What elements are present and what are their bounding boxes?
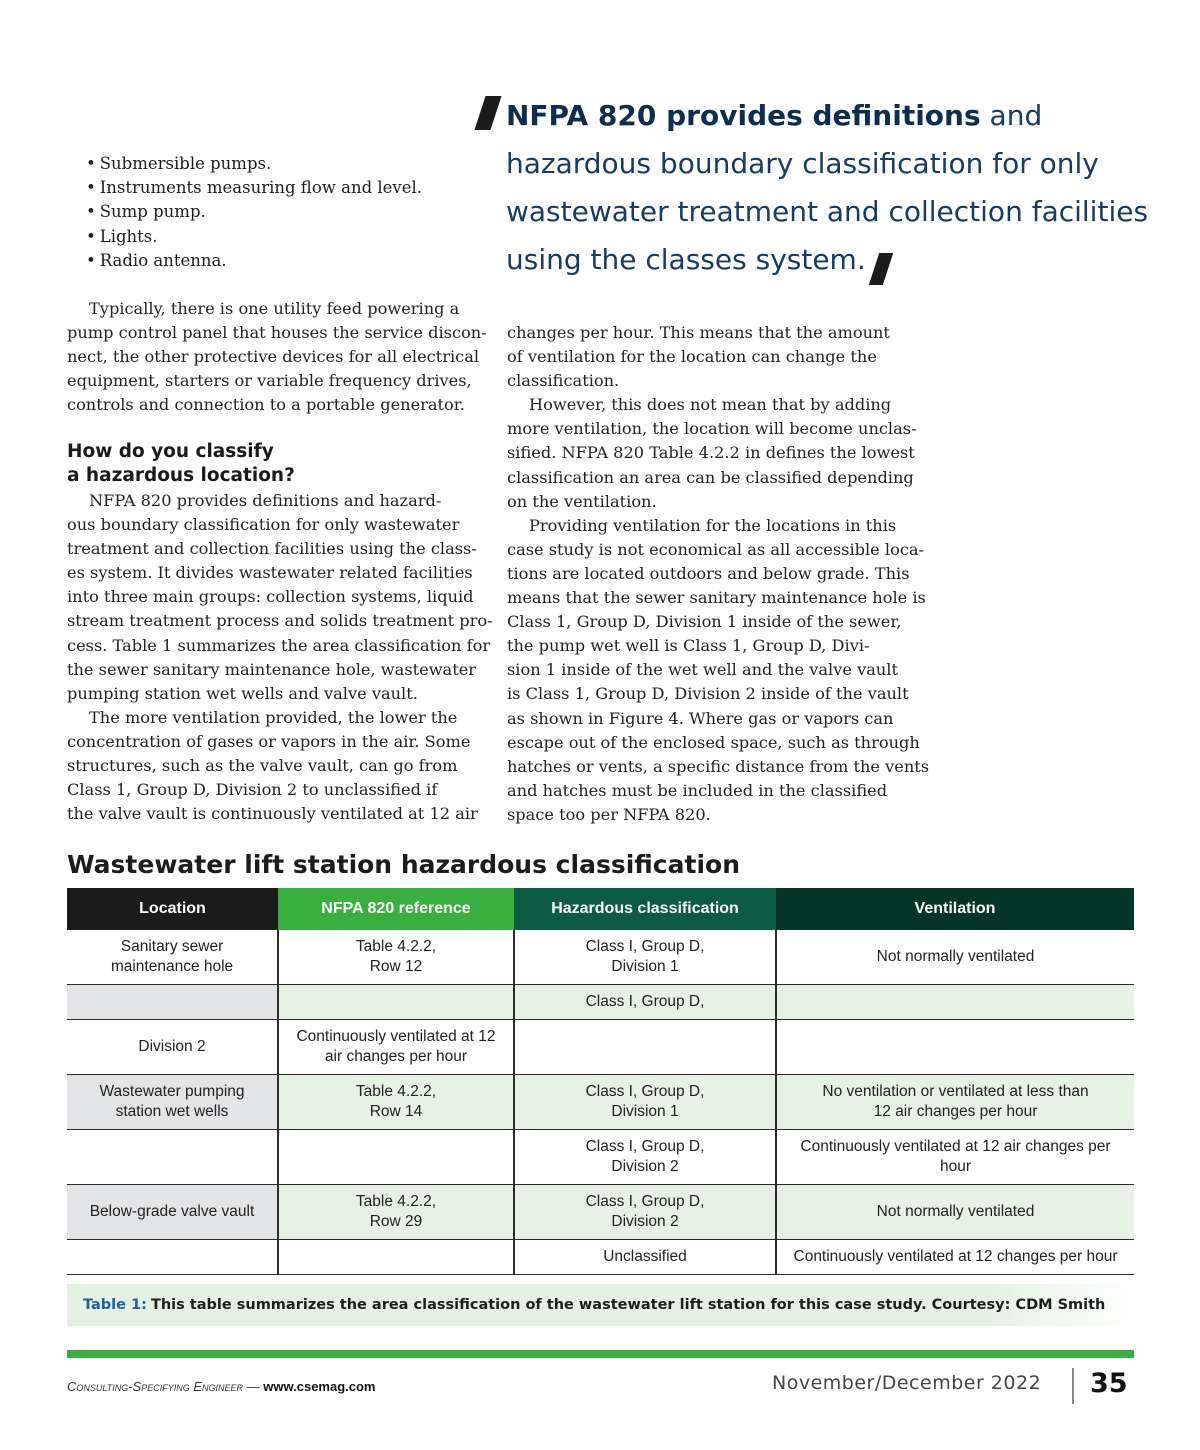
classification-table (67, 888, 1134, 1275)
text-line: more ventilation, the location will become unclas- (507, 419, 917, 439)
cell-reference (278, 1020, 514, 1075)
cell-line: Division 2 (611, 1213, 679, 1230)
pull-quote-line-4 (480, 236, 1130, 285)
quote-close-mark-icon (869, 253, 893, 285)
text-line: into three main groups: collection systems, liquid (67, 587, 474, 607)
table-row (67, 1185, 1134, 1240)
text-line: sified. NFPA 820 Table 4.2.2 in defines the lowest (507, 443, 915, 463)
header-ventilation: Ventilation (776, 888, 1134, 930)
table-row (67, 1240, 1134, 1275)
pull-quote-line-1 (480, 92, 1130, 140)
cell-line: Unclassified (603, 1247, 687, 1265)
cell-line: Continuously ventilated at 12 changes per hour (793, 1247, 1118, 1265)
text-line: is Class 1, Group D, Division 2 inside of the vault (507, 684, 909, 704)
cell-ventilation (776, 1075, 1134, 1130)
table-row (67, 1130, 1134, 1185)
cell-location (67, 930, 278, 985)
header-nfpa-reference: NFPA 820 reference (278, 888, 514, 930)
cell-location (67, 985, 278, 1020)
table-row (67, 1075, 1134, 1130)
cell-line: Below-grade valve vault (89, 1202, 255, 1220)
cell-location (67, 1075, 278, 1130)
equipment-bullet-list (86, 152, 422, 273)
section-heading-line: How do you classify (67, 441, 274, 462)
cell-line: Division 1 (611, 1103, 679, 1120)
text-line: structures, such as the valve vault, can go from (67, 756, 458, 776)
text-line: as shown in Figure 4. Where gas or vapors can (507, 708, 894, 728)
cell-ventilation (776, 930, 1134, 985)
text-line: cess. Table 1 summarizes the area classification for (67, 635, 491, 655)
cell-line: Division 2 (611, 1158, 679, 1175)
text-line: tions are located outdoors and below grade. This (507, 563, 910, 583)
text-line: means that the sewer sanitary maintenance hole is (507, 588, 926, 608)
table-row (67, 1020, 1134, 1075)
text-line: hatches or vents, a specific distance from the vents (507, 756, 930, 776)
text-line: space too per NFPA 820. (507, 804, 711, 824)
cell-line: maintenance hole (110, 958, 234, 975)
cell-line: 12 air changes per hour (873, 1103, 1038, 1120)
text-line: the sewer sanitary maintenance hole, wastewater (67, 659, 477, 679)
text-line: nect, the other protective devices for all electrical (67, 347, 480, 367)
table-title: Wastewater lift station hazardous classification (67, 850, 740, 879)
left-paragraph-1 (67, 297, 487, 417)
cell-reference (278, 1130, 514, 1185)
issue-date: November/December 2022 (772, 1372, 1042, 1394)
text-line: Class 1, Group D, Division 1 inside of the sewer, (507, 612, 902, 632)
publication-url[interactable]: www.csemag.com (263, 1379, 376, 1394)
cell-line: air changes per hour (324, 1048, 468, 1065)
footer-publication (67, 1379, 376, 1394)
cell-line: Class I, Group D, (585, 1192, 705, 1210)
pull-quote-line-3: wastewater treatment and collection facilities (506, 195, 1149, 228)
cell-reference (278, 1075, 514, 1130)
cell-line: station wet wells (115, 1103, 229, 1120)
footer-dash: — (243, 1379, 264, 1394)
section-heading-line: a hazardous location? (67, 465, 295, 486)
text-line: sion 1 inside of the wet well and the valve vault (507, 660, 898, 680)
cell-line: Row 12 (369, 958, 423, 975)
cell-classification (514, 985, 776, 1020)
bullet-item: • Instruments measuring flow and level. (86, 176, 422, 200)
cell-reference (278, 1185, 514, 1240)
publication-name: Consulting-Specifying Engineer (67, 1379, 244, 1394)
cell-line: Row 29 (369, 1213, 423, 1230)
text-line: changes per hour. This means that the amount (507, 323, 890, 342)
cell-line: Division 2 (138, 1037, 206, 1055)
cell-location (67, 1185, 278, 1240)
header-hazardous-classification: Hazardous classification (514, 888, 776, 930)
cell-line: hour (939, 1158, 972, 1175)
text-line: Typically, there is one utility feed powering a (89, 299, 460, 318)
text-line: classification. (507, 371, 620, 391)
cell-classification (514, 1185, 776, 1240)
footer-rule (67, 1350, 1134, 1358)
table-row (67, 930, 1134, 985)
text-line: the valve vault is continuously ventilated at 12 air (67, 804, 478, 824)
cell-ventilation (776, 1020, 1134, 1075)
text-line: classification an area can be classified depending (507, 467, 914, 487)
text-line: concentration of gases or vapors in the air. Some (67, 731, 471, 751)
text-line: controls and connection to a portable generator. (67, 395, 465, 415)
table-header-row (67, 888, 1134, 930)
text-line: treatment and collection facilities using the class- (67, 539, 477, 559)
text-line: The more ventilation provided, the lower the (89, 707, 458, 727)
cell-ventilation (776, 1130, 1134, 1185)
text-line: pump control panel that houses the service discon- (67, 323, 487, 343)
text-line: NFPA 820 provides definitions and hazard- (89, 491, 442, 510)
text-line: equipment, starters or variable frequency drives, (67, 371, 472, 391)
left-paragraph-2 (67, 489, 493, 826)
cell-line: Table 4.2.2, (355, 937, 437, 955)
cell-line: Class I, Group D, (585, 1137, 705, 1155)
cell-classification (514, 1130, 776, 1185)
cell-line: Wastewater pumping (99, 1082, 245, 1100)
cell-line: Not normally ventilated (876, 947, 1035, 965)
text-line: on the ventilation. (507, 491, 657, 511)
text-line: ous boundary classification for only wastewater (67, 515, 460, 535)
text-line: case study is not economical as all accessible loca- (507, 539, 925, 559)
text-line: However, this does not mean that by adding (529, 395, 892, 415)
cell-classification (514, 1075, 776, 1130)
bullet-item: • Radio antenna. (86, 249, 422, 273)
table-caption (67, 1284, 1134, 1326)
cell-ventilation (776, 1240, 1134, 1275)
table-row (67, 985, 1134, 1020)
bullet-item: • Submersible pumps. (86, 152, 422, 176)
footer-separator (1072, 1368, 1074, 1404)
cell-location (67, 1130, 278, 1185)
text-line: Class 1, Group D, Division 2 to unclassified if (67, 780, 438, 800)
cell-line: Not normally ventilated (876, 1202, 1035, 1220)
text-line: es system. It divides wastewater related facilities (67, 563, 473, 583)
pull-quote-emphasis: NFPA 820 provides definitions (506, 99, 981, 132)
text-line: escape out of the enclosed space, such as through (507, 732, 920, 752)
cell-line: Table 4.2.2, (355, 1192, 437, 1210)
cell-line: No ventilation or ventilated at less than (822, 1082, 1089, 1100)
cell-line: Continuously ventilated at 12 air changes per (800, 1137, 1111, 1155)
cell-classification (514, 930, 776, 985)
cell-reference (278, 930, 514, 985)
cell-line: Division 1 (611, 958, 679, 975)
bullet-item: • Lights. (86, 225, 422, 249)
page-number: 35 (1090, 1368, 1128, 1399)
caption-text: This table summarizes the area classification of the wastewater lift station for this case study. Courtesy: CDM Smith (150, 1297, 1106, 1313)
cell-line: Table 4.2.2, (355, 1082, 437, 1100)
cell-line: Class I, Group D, (585, 1082, 705, 1100)
cell-reference (278, 1240, 514, 1275)
text-line: Providing ventilation for the locations in this (529, 515, 897, 535)
cell-ventilation (776, 985, 1134, 1020)
cell-classification (514, 1020, 776, 1075)
pull-quote (480, 92, 1149, 285)
text-line: stream treatment process and solids treatment pro- (67, 611, 493, 631)
cell-location (67, 1240, 278, 1275)
bullet-item: • Sump pump. (86, 200, 422, 224)
pull-quote-line-1-rest: and (980, 99, 1043, 132)
section-heading (67, 440, 295, 488)
cell-line: Sanitary sewer (120, 937, 224, 955)
cell-line: Class I, Group D, (585, 937, 705, 955)
text-line: and hatches must be included in the classified (507, 780, 888, 800)
text-line: of ventilation for the location can change the (507, 347, 877, 367)
cell-ventilation (776, 1185, 1134, 1240)
cell-classification (514, 1240, 776, 1275)
cell-location (67, 1020, 278, 1075)
cell-line: Row 14 (369, 1103, 423, 1120)
cell-line: Continuously ventilated at 12 (296, 1027, 496, 1045)
cell-reference (278, 985, 514, 1020)
header-location: Location (67, 888, 278, 930)
cell-line: Class I, Group D, (585, 992, 705, 1010)
text-line: the pump wet well is Class 1, Group D, Divi- (507, 636, 870, 656)
pull-quote-line-2: hazardous boundary classification for only (506, 147, 1099, 180)
text-line: pumping station wet wells and valve vault. (67, 683, 418, 703)
pull-quote-line-4-text: using the classes system. (506, 243, 866, 276)
right-column (507, 321, 930, 827)
caption-label: Table 1: (83, 1297, 147, 1313)
